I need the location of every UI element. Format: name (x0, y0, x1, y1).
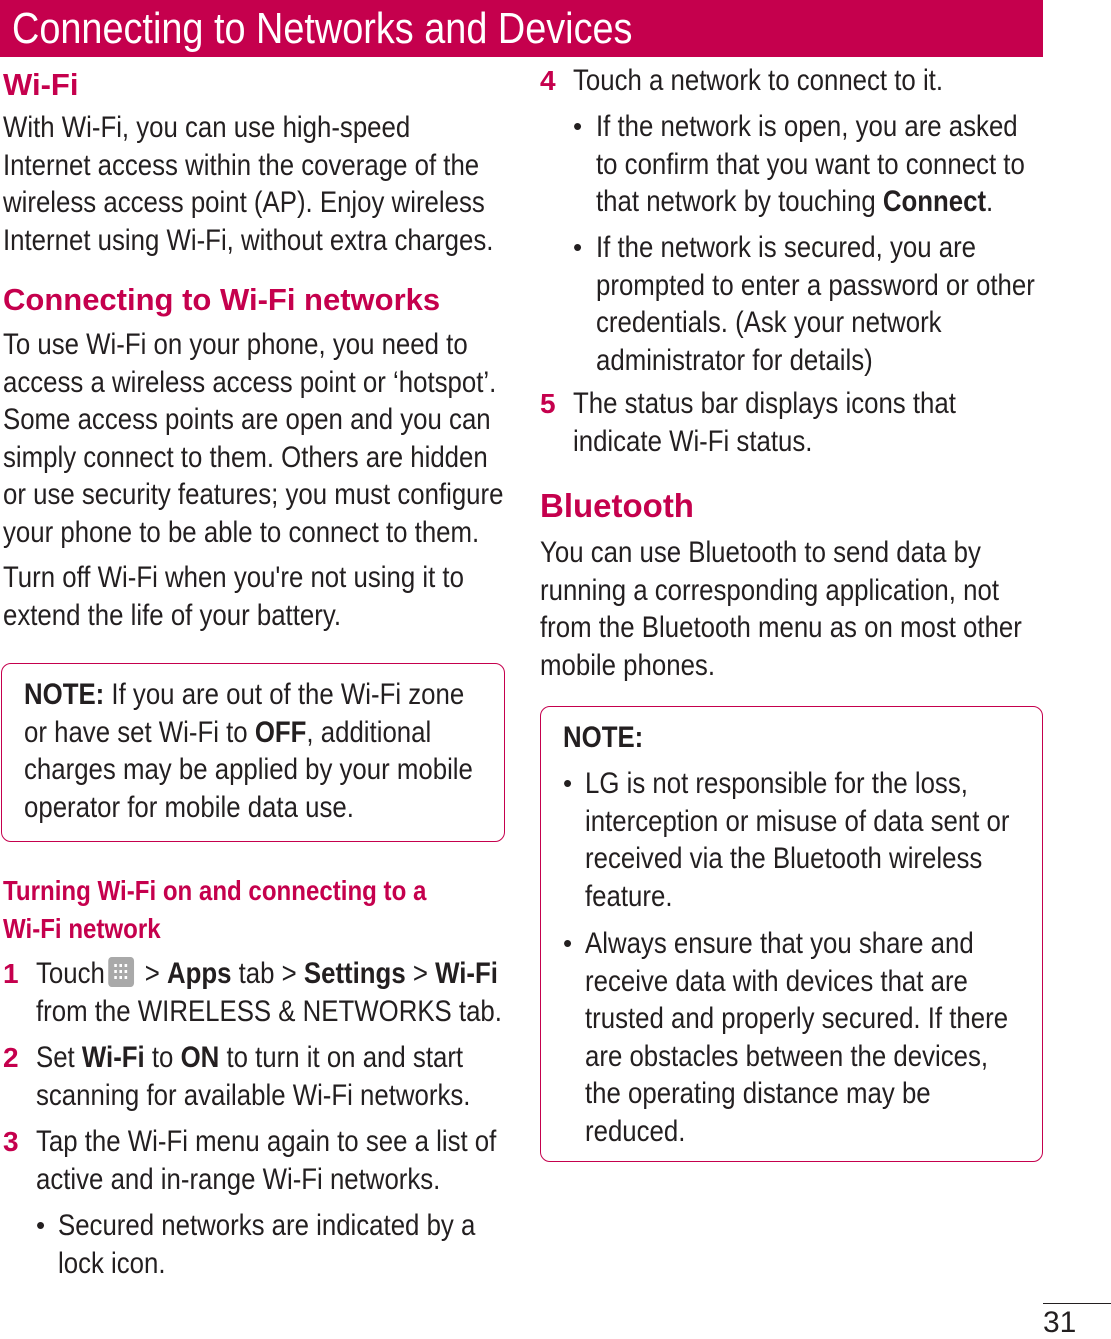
step-1-wifi: Wi-Fi (435, 957, 498, 990)
step-2-to: to (144, 1041, 181, 1074)
bullet-dot: • (573, 111, 583, 141)
step-2-set: Set (36, 1041, 82, 1074)
note-text-b: , additional charges may be applied by your mobile operator for mobile data use. (24, 715, 473, 824)
bluetooth-section (540, 486, 1043, 684)
note-bullet-2-text: Always ensure that you share and receive data with devices that are trusted and properly secured. If there are obstacles between the devices, the operating distance may be reduced. (585, 927, 1009, 1148)
apps-grid-icon (108, 957, 134, 987)
bullet-dot: • (573, 232, 583, 262)
step-number: 4 (540, 65, 556, 96)
step-1-settings: Settings (303, 957, 406, 990)
note-label: NOTE: (24, 678, 105, 711)
step-4 (540, 62, 1043, 377)
step-1-touch: Touch (36, 957, 105, 990)
page-number-rule (1043, 1303, 1111, 1304)
step-4-text: Touch a network to connect to it. (573, 64, 944, 97)
wifi-note-text (24, 676, 482, 826)
turning-heading-line1: Turning Wi-Fi on and connecting to a (3, 875, 427, 906)
step-3-bullet-text: Secured networks are indicated by a lock icon. (58, 1209, 476, 1280)
step-2-on: ON (180, 1041, 220, 1074)
bullet-dot: • (563, 928, 573, 958)
chapter-title: Connecting to Networks and Devices (12, 4, 633, 53)
step-number: 5 (540, 388, 556, 419)
note-off-label: OFF (254, 715, 307, 749)
turning-heading (3, 872, 503, 948)
bluetooth-note-box (540, 706, 1043, 1162)
chapter-header (0, 0, 1043, 57)
left-column (3, 60, 503, 634)
note-text-a: If you are out of the Wi-Fi zone or have set Wi-Fi to (24, 678, 465, 749)
step-1-rest: from the WIRELESS & NETWORKS tab. (36, 994, 502, 1028)
step-4-bullet-2-text: If the network is secured, you are prompted to enter a password or other credentials. (Ask your network administrator for details) (596, 231, 1035, 377)
step-1-tab: tab > (231, 957, 304, 990)
connect-label: Connect (882, 185, 987, 218)
bluetooth-heading: Bluetooth (540, 487, 694, 524)
bluetooth-note-label: NOTE: (563, 721, 644, 754)
right-column-steps (540, 62, 1043, 461)
steps-list-left (3, 955, 503, 1283)
bullet-1-text-b: . (986, 185, 994, 218)
bullet-dot: • (563, 768, 573, 798)
step-1-gt: > (137, 957, 167, 990)
connecting-paragraph-1: To use Wi-Fi on your phone, you need to access a wireless access point or ‘hotspot’. Some access points are open and you can simply connect to them. Others are hidden or use security features; you must configure your phone to be able to connect to them. (3, 328, 504, 549)
step-2-wifi: Wi-Fi (81, 1041, 145, 1074)
bullet-dot: • (36, 1210, 46, 1240)
bluetooth-paragraph: You can use Bluetooth to send data by running a corresponding application, not from the Bluetooth menu as on most other mobile phones. (540, 536, 1022, 682)
step-3 (3, 1123, 503, 1283)
step-5 (540, 385, 1043, 461)
step-2 (3, 1039, 503, 1114)
page-number: 31 (1043, 1306, 1077, 1339)
step-5-text: The status bar displays icons that indicate Wi-Fi status. (573, 387, 956, 458)
bullet-1-text-a: If the network is open, you are asked to confirm that you want to connect to that network by touching (596, 110, 1025, 218)
step-1-text (36, 955, 505, 1030)
step-1-gt2: > (405, 957, 436, 990)
step-number: 2 (3, 1042, 19, 1073)
step-2-text (36, 1039, 505, 1114)
step-1 (3, 955, 503, 1030)
wifi-note-box (1, 663, 505, 842)
step-4-bullet-1-text (596, 108, 1043, 221)
step-number: 1 (3, 958, 19, 989)
step-1-apps: Apps (166, 957, 232, 990)
step-3-text: Tap the Wi-Fi menu again to see a list of active and in-range Wi-Fi networks. (36, 1125, 497, 1196)
step-2-rest: to turn it on and start scanning for available Wi-Fi networks. (36, 1041, 471, 1112)
note-bullet-1-text: LG is not responsible for the loss, interception or misuse of data sent or received via the Bluetooth wireless feature. (585, 767, 1010, 913)
wifi-paragraph: With Wi-Fi, you can use high-speed Internet access within the coverage of the wireless access point (AP). Enjoy wireless Internet using Wi-Fi, without extra charges. (3, 111, 494, 257)
step-number: 3 (3, 1126, 19, 1157)
connecting-paragraph-2: Turn off Wi-Fi when you're not using it to extend the life of your battery. (3, 561, 464, 632)
turning-heading-line2: Wi-Fi network (3, 913, 161, 944)
connecting-heading: Connecting to Wi-Fi networks (3, 282, 441, 317)
wifi-heading: Wi-Fi (3, 67, 79, 102)
